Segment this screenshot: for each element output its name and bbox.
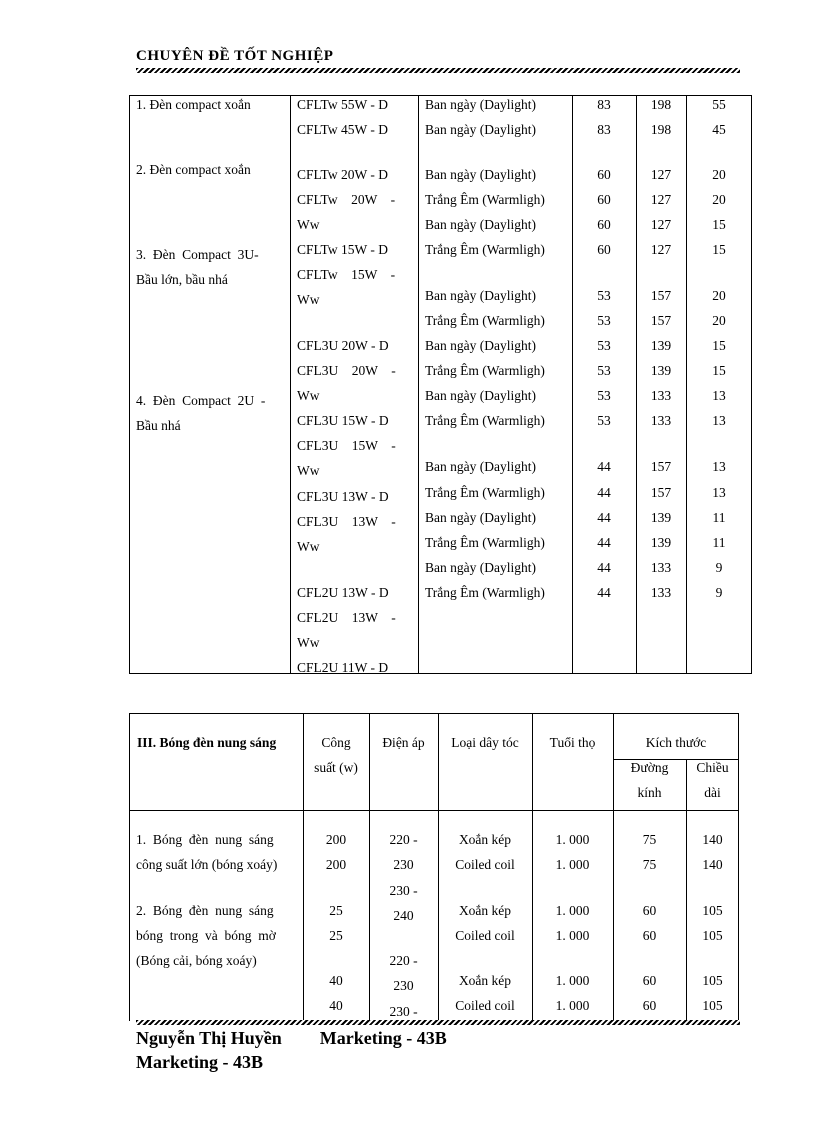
light-color: Ban ngày (Daylight) [425,510,536,525]
voltage-value: 230 [393,857,414,872]
model-code: Ww [297,292,320,307]
header-hatch-divider [136,68,740,73]
model-code: CFL3U 15W - D [297,413,389,428]
model-code: CFLTw 15W - D [297,242,388,257]
footer-hatch-divider [136,1020,740,1025]
light-color: Ban ngày (Daylight) [425,338,536,353]
header-power: Công [321,735,351,750]
model-code: CFL3U 13W - [297,514,396,529]
length-value: 127 [650,192,672,207]
length-value: 105 [702,998,723,1013]
voltage-value: 230 [393,978,414,993]
voltage-value: 220 - [389,832,418,847]
length-value: 140 [702,857,723,872]
lifetime-value: 1. 000 [555,832,590,847]
header-length: Chiều [696,760,729,775]
filament-value: Coiled coil [455,928,515,943]
header-diameter: Đường [630,760,669,775]
light-color: Ban ngày (Daylight) [425,388,536,403]
efficiency-value: 44 [597,459,611,474]
diameter-value: 75 [642,832,657,847]
diameter-value: 20 [712,192,726,207]
length-value: 105 [702,903,723,918]
header-lifetime: Tuổi thọ [549,735,596,750]
light-color: Trắng Êm (Warmligh) [425,363,545,378]
power-value: 40 [329,973,343,988]
filament-value: Xoắn kép [458,832,512,847]
length-value: 157 [650,288,672,303]
length-value: 133 [650,388,672,403]
length-value: 127 [650,217,672,232]
header-length: dài [704,785,721,800]
diameter-value: 13 [712,485,726,500]
model-code: CFL3U 20W - [297,363,396,378]
lamp-type-label: Bầu lớn, bầu nhá [136,272,228,287]
light-color: Trắng Êm (Warmligh) [425,242,545,257]
author-name: Nguyễn Thị Huyền [136,1028,282,1048]
light-color: Trắng Êm (Warmligh) [425,413,545,428]
length-value: 105 [702,928,723,943]
filament-value: Xoắn kép [458,903,512,918]
lamp-description: 2. Bóng đèn nung sáng [136,903,274,918]
lamp-type-label: 2. Đèn compact xoắn [136,162,251,177]
power-value: 40 [329,998,343,1013]
lifetime-value: 1. 000 [555,998,590,1013]
efficiency-value: 44 [597,535,611,550]
light-color: Ban ngày (Daylight) [425,217,536,232]
length-value: 198 [650,97,672,112]
efficiency-value: 53 [597,363,611,378]
length-value: 139 [650,338,672,353]
diameter-value: 20 [712,313,726,328]
model-code: CFLTw 55W - D [297,97,388,112]
diameter-value: 20 [712,288,726,303]
diameter-value: 60 [642,928,657,943]
model-code: CFLTw 45W - D [297,122,388,137]
footer-department: Marketing - 43B [136,1052,263,1072]
header-filament: Loại dây tóc [451,735,519,750]
light-color: Ban ngày (Daylight) [425,459,536,474]
diameter-value: 9 [715,560,723,575]
efficiency-value: 60 [597,192,611,207]
diameter-value: 11 [712,535,726,550]
diameter-value: 55 [712,97,726,112]
length-value: 139 [650,363,672,378]
lamp-type-label: 1. Đèn compact xoắn [136,97,251,112]
diameter-value: 60 [642,973,657,988]
model-code: CFL3U 15W - [297,438,396,453]
length-value: 139 [650,535,672,550]
filament-value: Coiled coil [455,998,515,1013]
light-color: Ban ngày (Daylight) [425,560,536,575]
power-value: 200 [325,832,347,847]
length-value: 133 [650,413,672,428]
model-code: Ww [297,463,320,478]
lifetime-value: 1. 000 [555,973,590,988]
diameter-value: 75 [642,857,657,872]
filament-value: Coiled coil [455,857,515,872]
length-value: 127 [650,167,672,182]
lamp-description: 1. Bóng đèn nung sáng [136,832,274,847]
lifetime-value: 1. 000 [555,903,590,918]
compact-table-body [129,95,752,673]
header-diameter: kính [637,785,662,800]
header-power-unit: suất (w) [314,760,358,775]
model-code: CFLTw 20W - D [297,167,388,182]
length-value: 157 [650,485,672,500]
light-color: Ban ngày (Daylight) [425,288,536,303]
model-code: CFL2U 11W - D [297,660,389,673]
light-color: Trắng Êm (Warmligh) [425,535,545,550]
length-value: 140 [702,832,723,847]
lamp-description: công suất lớn (bóng xoáy) [136,857,278,872]
length-value: 105 [702,973,723,988]
header-voltage: Điện áp [382,735,425,750]
section-heading: III. Bóng đèn nung sáng [137,735,277,750]
diameter-value: 11 [712,510,726,525]
light-color: Ban ngày (Daylight) [425,122,536,137]
length-value: 127 [650,242,672,257]
length-value: 139 [650,510,672,525]
diameter-value: 20 [712,167,726,182]
efficiency-value: 53 [597,413,611,428]
header-size: Kích thước [645,735,707,750]
light-color: Ban ngày (Daylight) [425,167,536,182]
light-color: Trắng Êm (Warmligh) [425,192,545,207]
power-value: 25 [329,903,343,918]
lamp-type-label: 4. Đèn Compact 2U - [136,393,266,408]
model-code: CFL2U 13W - D [297,585,389,600]
light-color: Trắng Êm (Warmligh) [425,485,545,500]
diameter-value: 45 [712,122,726,137]
length-value: 157 [650,313,672,328]
efficiency-value: 53 [597,313,611,328]
model-code: CFL3U 13W - D [297,489,389,504]
diameter-value: 15 [712,217,726,232]
efficiency-value: 44 [597,510,611,525]
efficiency-value: 60 [597,217,611,232]
model-code: Ww [297,635,320,650]
diameter-value: 15 [712,363,726,378]
filament-value: Xoắn kép [458,973,512,988]
light-color: Trắng Êm (Warmligh) [425,585,545,600]
efficiency-value: 53 [597,338,611,353]
diameter-value: 15 [712,242,726,257]
diameter-value: 9 [715,585,723,600]
length-value: 133 [650,585,672,600]
model-code: Ww [297,539,320,554]
length-value: 133 [650,560,672,575]
voltage-value: 230 - [389,1004,418,1019]
diameter-value: 15 [712,338,726,353]
voltage-value: 240 [393,908,414,923]
footer-author [136,1028,447,1049]
diameter-value: 13 [712,388,726,403]
efficiency-value: 44 [597,585,611,600]
power-value: 200 [325,857,347,872]
lifetime-value: 1. 000 [555,857,590,872]
page-header-title: CHUYÊN ĐỀ TỐT NGHIỆP [136,48,334,64]
voltage-value: 230 - [389,883,418,898]
diameter-value: 13 [712,413,726,428]
model-code: Ww [297,217,320,232]
voltage-value: 220 - [389,953,418,968]
model-code: CFLTw 20W - [297,192,396,207]
efficiency-value: 60 [597,167,611,182]
efficiency-value: 44 [597,485,611,500]
efficiency-value: 83 [597,122,611,137]
incandescent-table-body [129,713,739,1020]
model-code: CFLTw 15W - [297,267,396,282]
efficiency-value: 44 [597,560,611,575]
efficiency-value: 60 [597,242,611,257]
efficiency-value: 53 [597,288,611,303]
model-code: CFL2U 13W - [297,610,396,625]
lifetime-value: 1. 000 [555,928,590,943]
model-code: Ww [297,388,320,403]
lamp-type-label: Bầu nhá [136,418,181,433]
light-color: Trắng Êm (Warmligh) [425,313,545,328]
efficiency-value: 53 [597,388,611,403]
author-department: Marketing - 43B [319,1028,447,1048]
light-color: Ban ngày (Daylight) [425,97,536,112]
lamp-type-label: 3. Đèn Compact 3U- [136,247,259,262]
diameter-value: 60 [642,903,657,918]
diameter-value: 13 [712,459,726,474]
power-value: 25 [329,928,343,943]
length-value: 157 [650,459,672,474]
length-value: 198 [650,122,672,137]
lamp-description: (Bóng cải, bóng xoáy) [136,953,257,968]
lamp-description: bóng trong và bóng mờ [136,928,276,943]
model-code: CFL3U 20W - D [297,338,389,353]
efficiency-value: 83 [597,97,611,112]
diameter-value: 60 [642,998,657,1013]
